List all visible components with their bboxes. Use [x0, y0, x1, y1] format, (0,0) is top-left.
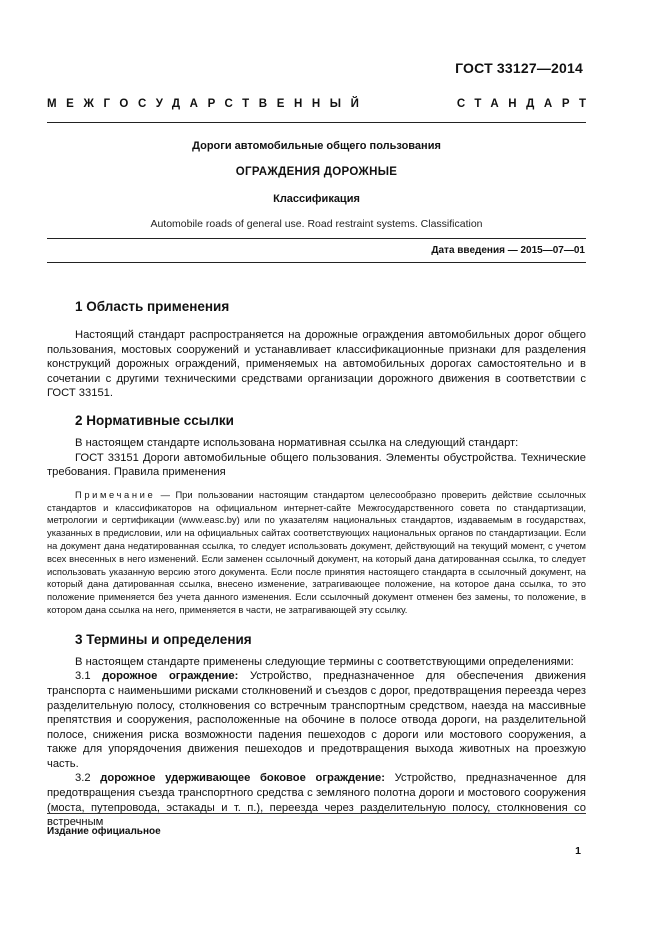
terms-intro: В настоящем стандарте применены следующие термины с соответствующими определениями:: [75, 655, 574, 668]
term-text: Устройство, предназначенное для обеспечения движения транспорта с наименьшими рисками столкновений и съездов с дорог, предотвращения переезда через разделительную полосу, столкновения со встречным транспортным средством, наезда на массивные препятствия и сооружения, расположенные на обочине в полосе отвода дороги, на разделительной полосе, снижения риска возможности падения пешеходов с дороги или мостового сооружения, а также для упорядочения движения пешеходов и предотвращения выхода животных на проезжую часть.: [47, 670, 586, 770]
document-subtitle: Классификация: [273, 193, 360, 205]
term-definition-3-2: [47, 771, 586, 829]
introduction-date: Дата введения — 2015—07—01: [431, 245, 585, 256]
section-heading-references: 2 Нормативные ссылки: [75, 412, 234, 428]
term-name: дорожное ограждение:: [102, 670, 239, 683]
document-body: [47, 298, 586, 830]
term-number: 3.1: [75, 670, 103, 683]
divider: [47, 238, 586, 239]
document-title: ОГРАЖДЕНИЯ ДОРОЖНЫЕ: [235, 166, 398, 178]
banner-word-standard: СТАНДАРТ: [456, 98, 596, 110]
term-text: Устройство, предназначенное для предотвращения съезда транспортного средства с земляного полотна дороги и мостового сооружения (моста, путепровода, эстакады и т. п.), переезда через разделительную полосу, столкновения со встречным: [47, 772, 586, 829]
term-number: 3.2: [75, 772, 101, 785]
divider: [47, 262, 586, 263]
section-heading-scope: 1 Область применения: [75, 299, 230, 314]
references-intro: В настоящем стандарте использована нормативная ссылка на следующий стандарт:: [75, 436, 519, 449]
document-subject: Дороги автомобильные общего пользования: [192, 140, 441, 152]
english-title: Automobile roads of general use. Road restraint systems. Classification: [150, 218, 483, 230]
footer-divider: [47, 813, 586, 814]
official-edition-label: Издание официальное: [47, 826, 161, 837]
banner-word-interstate: МЕЖГОСУДАРСТВЕННЫЙ: [47, 98, 369, 110]
reference-item: ГОСТ 33151 Дороги автомобильные общего пользования. Элементы обустройства. Технические требования. Правила применения: [47, 451, 586, 479]
page-number: 1: [575, 845, 581, 857]
interstate-standard-banner: [47, 98, 596, 110]
references-note: [47, 489, 586, 617]
scope-paragraph: Настоящий стандарт распространяется на дорожные ограждения автомобильных дорог общего пользования, мостовых сооружений и устанавливает классификационные признаки для разделения конструкций дорожных ограждений, применяемых на автомобильных дорогах самостоятельно и в сочетании с другими техническими средствами организации дорожного движения в соответствии с ГОСТ 33151.: [47, 329, 586, 400]
note-label: Примечание: [75, 488, 156, 500]
term-definition-3-1: [47, 669, 586, 771]
section-heading-terms: 3 Термины и определения: [75, 631, 252, 647]
divider: [47, 122, 586, 123]
term-name: дорожное удерживающее боковое ограждение:: [100, 772, 385, 785]
note-text: — При пользовании настоящим стандартом целесообразно проверить действие ссылочных стандартов и классификаторов на официальном интернет-сайте Межгосударственного совета по стандартизации, метрологии и сертификации (www.easc.by) или по указателям национальных стандартов, издаваемым в государствах, указанных в предисловии, или на официальных сайтах соответствующих национальных органов по стандартизации. Если на документ дана недатированная ссылка, то следует использовать документ, действующий на текущий момент, с учетом всех внесенных в него изменений. Если заменен ссылочный документ, на который дана датированная ссылка, то следует использовать указанную версию этого документа. Если после принятия настоящего стандарта в ссылочный документ, на который дана датированная ссылка, внесено изменение, затрагивающее положение, на которое дана ссылка, то это положение применяется без учета данного изменения. Если ссылочный документ отменен без замены, то положение, в котором дана ссылка на него, применяется в части, не затрагивающей эту ссылку.: [47, 488, 586, 615]
gost-code: ГОСТ 33127—2014: [455, 60, 583, 76]
